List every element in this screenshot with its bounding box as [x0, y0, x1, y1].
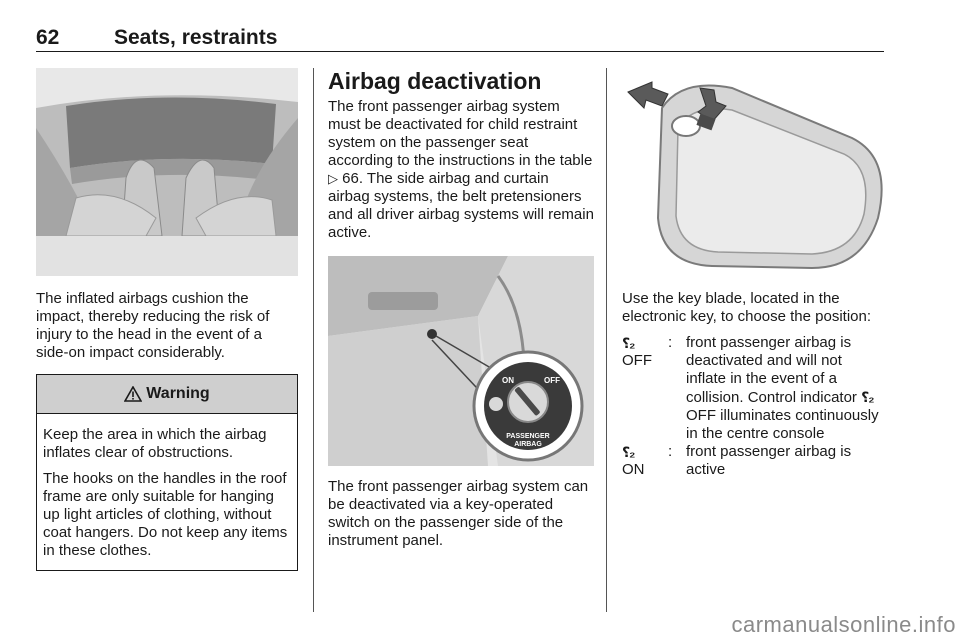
warning-paragraph: Keep the area in which the airbag inflates clear of obstructions. [43, 426, 267, 461]
key-blade-text: Use the key blade, located in the electronic key, to choose the position: [622, 290, 872, 325]
passenger-airbag-on-icon: ⸮₂ [622, 444, 635, 460]
warning-triangle-icon [124, 386, 142, 402]
switch-label-line1: PASSENGER [506, 433, 550, 440]
switch-label-line2: AIRBAG [514, 441, 542, 448]
section-title: Seats, restraints [114, 26, 278, 49]
page-header [36, 26, 884, 52]
column-2 [328, 68, 594, 550]
airbag-cushion-text: The inflated airbags cushion the impact, thereby reducing the risk of injury to the head in the event of a side-on impact considerably. [36, 290, 270, 361]
definition-separator: : [668, 334, 673, 351]
warning-box [36, 374, 298, 571]
definition-description: front passenger airbag is active [686, 443, 852, 478]
electronic-key-illustration [622, 68, 884, 276]
definition-description: front passenger airbag is deactivated and will not inflate in the event of a collision. Control indicator ⸮₂ OFF illuminates continuously in the centre console [686, 334, 879, 442]
passenger-airbag-off-icon: ⸮₂ [622, 335, 635, 351]
arrow-reference-icon[interactable]: ▷ [328, 171, 338, 186]
header-rule [36, 51, 884, 52]
column-divider-2 [606, 68, 607, 612]
definition-separator: : [668, 443, 673, 460]
intro-text-part2: . The side airbag and curtain airbag systems, the belt pretensioners and all driver airbag systems will remain active. [328, 170, 594, 241]
warning-header [37, 375, 297, 414]
definition-on [622, 443, 884, 479]
key-switch-text: The front passenger airbag system can be deactivated via a key-operated switch on the passenger side of the instrument panel. [328, 478, 589, 549]
watermark: carmanualsonline.info [731, 612, 956, 637]
switch-off-label: OFF [544, 376, 560, 385]
page-number: 62 [36, 26, 60, 49]
deactivation-intro-text [328, 98, 594, 242]
page-reference[interactable]: 66 [342, 170, 359, 187]
column-3 [622, 68, 884, 479]
definition-term: ON [622, 461, 645, 478]
warning-label: Warning [146, 385, 210, 402]
column-1 [36, 68, 298, 571]
definition-term: OFF [622, 352, 652, 369]
position-definitions [622, 334, 884, 479]
airbag-switch-illustration [328, 256, 594, 466]
column-divider-1 [313, 68, 314, 612]
warning-paragraph: The hooks on the handles in the roof frame are only suitable for hanging up light articles of clothing, without coat hangers. Do not keep any items in these clothes. [43, 470, 288, 559]
airbag-deactivation-heading: Airbag deactivation [328, 68, 542, 94]
definition-off [622, 334, 884, 443]
warning-body [37, 414, 297, 570]
passenger-airbag-off-icon: ⸮₂ [861, 389, 874, 405]
intro-text-part1: The front passenger airbag system must be deactivated for child restraint system on the passenger seat according to the instructions in the table [328, 98, 593, 169]
switch-on-label: ON [502, 376, 514, 385]
curtain-airbag-illustration [36, 68, 298, 276]
